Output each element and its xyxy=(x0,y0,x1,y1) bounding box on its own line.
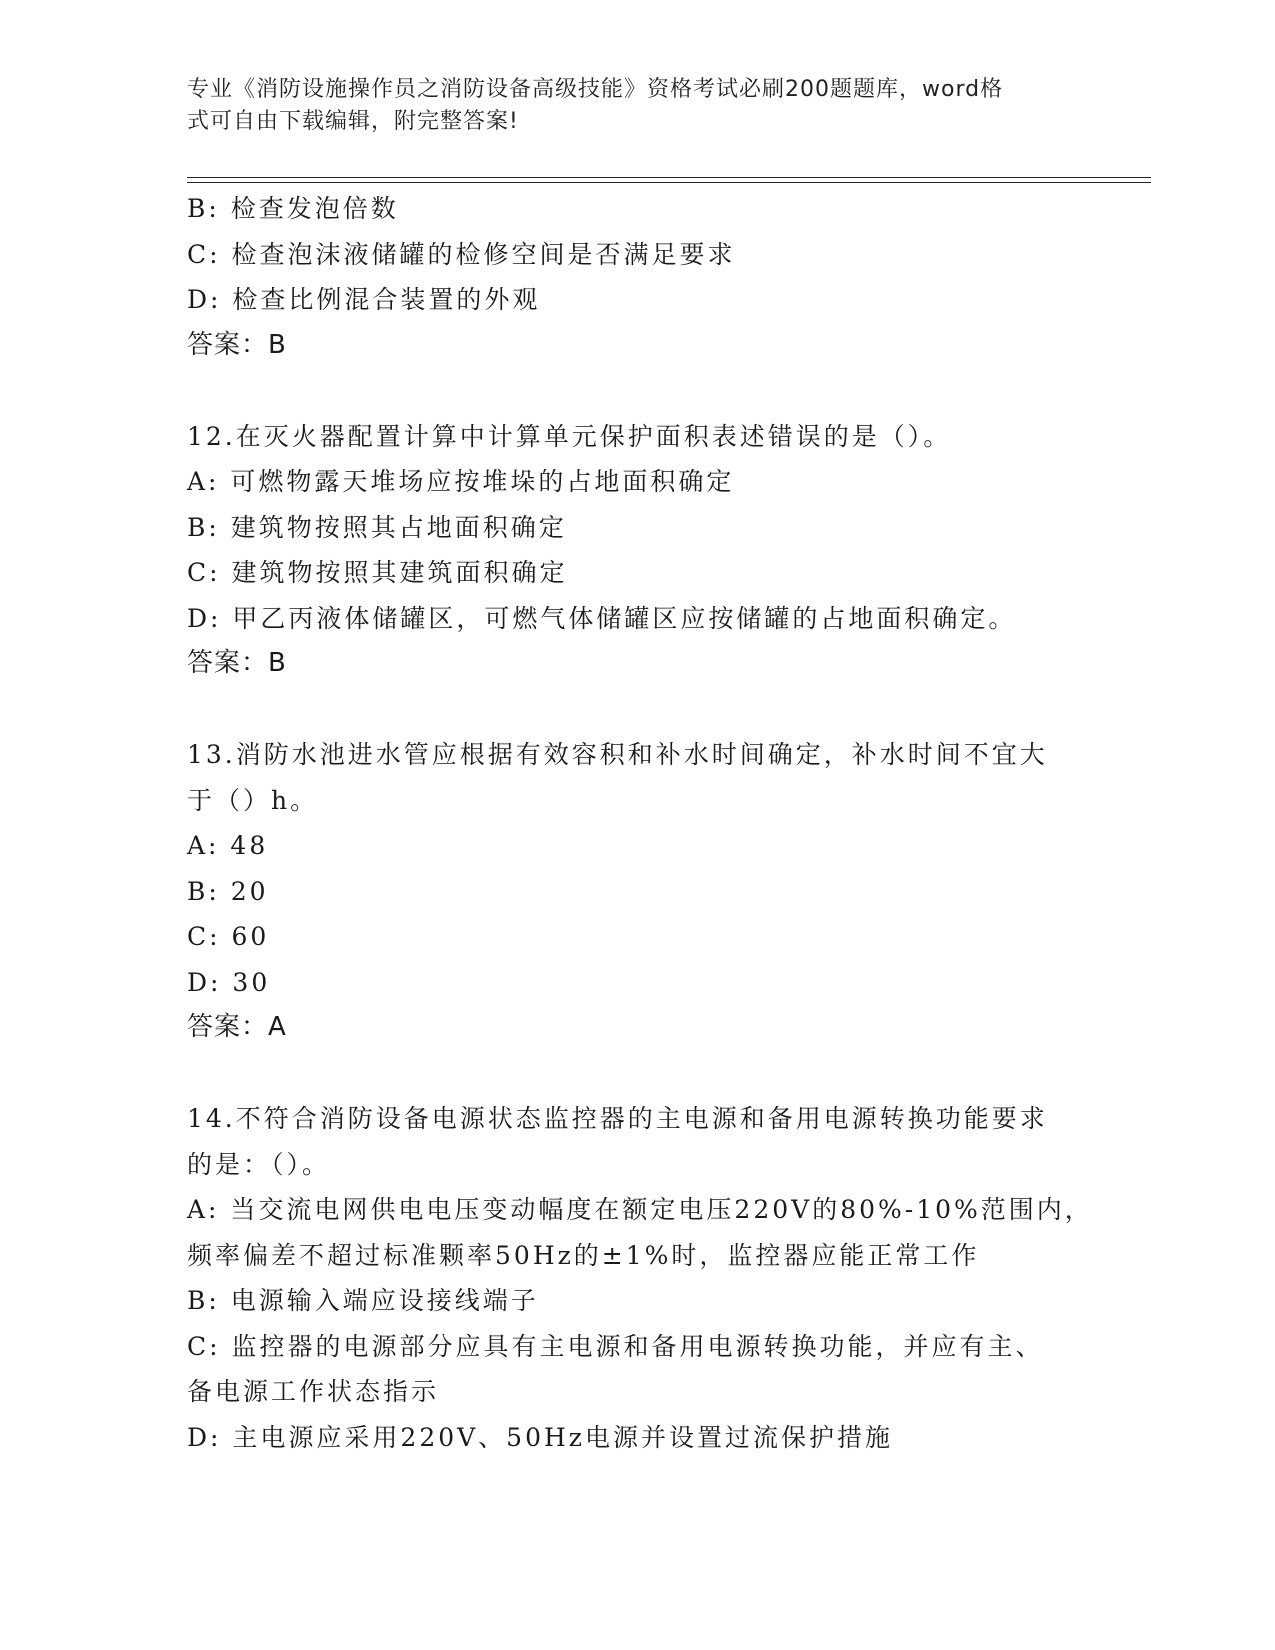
question-stem: 12.在灭火器配置计算中计算单元保护面积表述错误的是（）。 xyxy=(187,421,952,451)
option-c: C: 60 xyxy=(187,922,270,951)
answer: 答案：B xyxy=(187,648,287,678)
header-divider-bottom xyxy=(187,182,1151,183)
question-11-tail xyxy=(187,186,1087,368)
option-c-line-2: 备电源工作状态指示 xyxy=(187,1377,440,1406)
option-b: B: 20 xyxy=(187,876,269,906)
option-d: D: 30 xyxy=(187,967,271,997)
option-c-line-1: C: 监控器的电源部分应具有主电源和备用电源转换功能，并应有主、 xyxy=(187,1331,1044,1361)
page-header xyxy=(187,74,1067,138)
spacer xyxy=(187,368,1087,414)
header-divider-top xyxy=(187,177,1151,178)
header-line-1: 专业《消防设施操作员之消防设备高级技能》资格考试必刷200题题库，word格 xyxy=(187,77,1004,102)
option-d: D: 甲乙丙液体储罐区，可燃气体储罐区应按储罐的占地面积确定。 xyxy=(187,603,1017,633)
question-13 xyxy=(187,732,1087,1051)
header-line-2: 式可自由下载编辑，附完整答案! xyxy=(187,109,519,134)
option-a: A: 可燃物露天堆场应按堆垛的占地面积确定 xyxy=(187,467,735,496)
option-b: B: 检查发泡倍数 xyxy=(187,194,399,223)
option-c: C: 检查泡沫液储罐的检修空间是否满足要求 xyxy=(187,239,736,269)
option-b: B: 建筑物按照其占地面积确定 xyxy=(187,512,567,542)
option-a-line-2: 频率偏差不超过标准颗率50Hz的±1%时，监控器应能正常工作 xyxy=(187,1240,980,1270)
spacer xyxy=(187,687,1087,733)
question-stem-line-2: 于（）h。 xyxy=(187,785,319,815)
option-c: C: 建筑物按照其建筑面积确定 xyxy=(187,558,568,587)
option-d: D: 检查比例混合装置的外观 xyxy=(187,285,541,314)
question-14 xyxy=(187,1096,1093,1460)
question-list xyxy=(187,186,1093,1460)
question-12 xyxy=(187,414,1087,687)
answer: 答案：A xyxy=(187,1012,287,1042)
answer: 答案：B xyxy=(187,329,287,360)
question-stem-line-2: 的是：（）。 xyxy=(187,1149,331,1179)
option-a: A: 48 xyxy=(187,831,269,860)
spacer xyxy=(187,1051,1087,1097)
question-stem-line-1: 14.不符合消防设备电源状态监控器的主电源和备用电源转换功能要求 xyxy=(187,1104,1048,1133)
option-d: D: 主电源应采用220V、50Hz电源并设置过流保护措施 xyxy=(187,1422,893,1452)
question-stem-line-1: 13.消防水池进水管应根据有效容积和补水时间确定，补水时间不宜大 xyxy=(187,740,1048,769)
option-b: B: 电源输入端应设接线端子 xyxy=(187,1286,539,1315)
option-a-line-1: A: 当交流电网供电电压变动幅度在额定电压220V的80%-10%范围内， xyxy=(187,1195,1093,1224)
